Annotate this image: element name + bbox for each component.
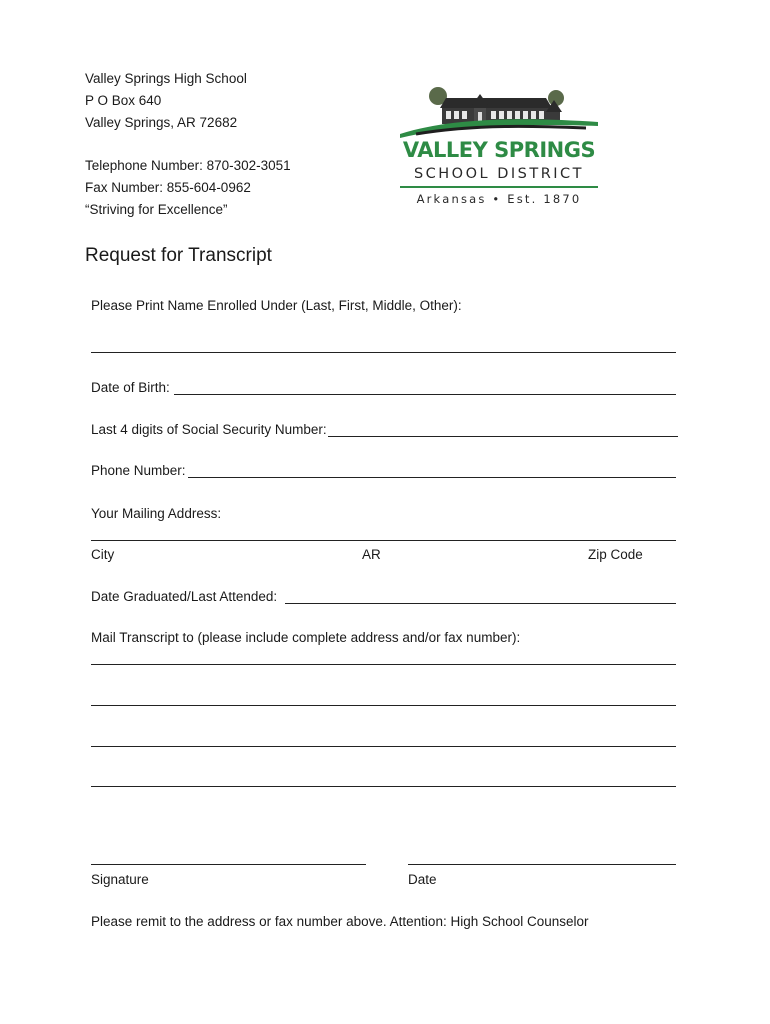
mail-to-line-4[interactable]	[91, 786, 676, 787]
city-state-zip: Valley Springs, AR 72682	[85, 115, 238, 130]
graduated-field-line[interactable]	[285, 603, 676, 604]
date-field-line[interactable]	[408, 864, 676, 865]
remit-note: Please remit to the address or fax number above. Attention: High School Counselor	[91, 914, 589, 929]
signature-label: Signature	[91, 872, 149, 887]
mail-to-line-2[interactable]	[91, 705, 676, 706]
signature-field-line[interactable]	[91, 864, 366, 865]
telephone-number: Telephone Number: 870-302-3051	[85, 158, 291, 173]
school-building-icon	[396, 82, 602, 138]
school-name: Valley Springs High School	[85, 71, 247, 86]
form-title: Request for Transcript	[85, 245, 272, 266]
state-label: AR	[362, 547, 381, 562]
date-label: Date	[408, 872, 437, 887]
address-field-line[interactable]	[91, 540, 676, 541]
logo-name: VALLEY SPRINGS	[402, 138, 596, 162]
name-label: Please Print Name Enrolled Under (Last, First, Middle, Other):	[91, 298, 462, 313]
fax-number: Fax Number: 855-604-0962	[85, 180, 251, 195]
mail-to-line-3[interactable]	[91, 746, 676, 747]
motto: “Striving for Excellence”	[85, 202, 228, 217]
city-label: City	[91, 547, 115, 562]
district-logo	[396, 82, 602, 212]
dob-label: Date of Birth:	[91, 380, 170, 395]
logo-established: Arkansas • Est. 1870	[416, 192, 582, 206]
zip-label: Zip Code	[588, 547, 643, 562]
po-box: P O Box 640	[85, 93, 162, 108]
logo-district: SCHOOL DISTRICT	[413, 166, 585, 182]
mail-to-line-1[interactable]	[91, 664, 676, 665]
logo-divider	[400, 186, 598, 188]
ssn-field-line[interactable]	[328, 436, 678, 437]
phone-field-line[interactable]	[188, 477, 676, 478]
dob-field-line[interactable]	[174, 394, 676, 395]
phone-label: Phone Number:	[91, 463, 186, 478]
address-label: Your Mailing Address:	[91, 506, 222, 521]
graduated-label: Date Graduated/Last Attended:	[91, 589, 278, 604]
name-field-line[interactable]	[91, 352, 676, 353]
mail-to-label: Mail Transcript to (please include complete address and/or fax number):	[91, 630, 521, 645]
ssn-label: Last 4 digits of Social Security Number:	[91, 422, 327, 437]
